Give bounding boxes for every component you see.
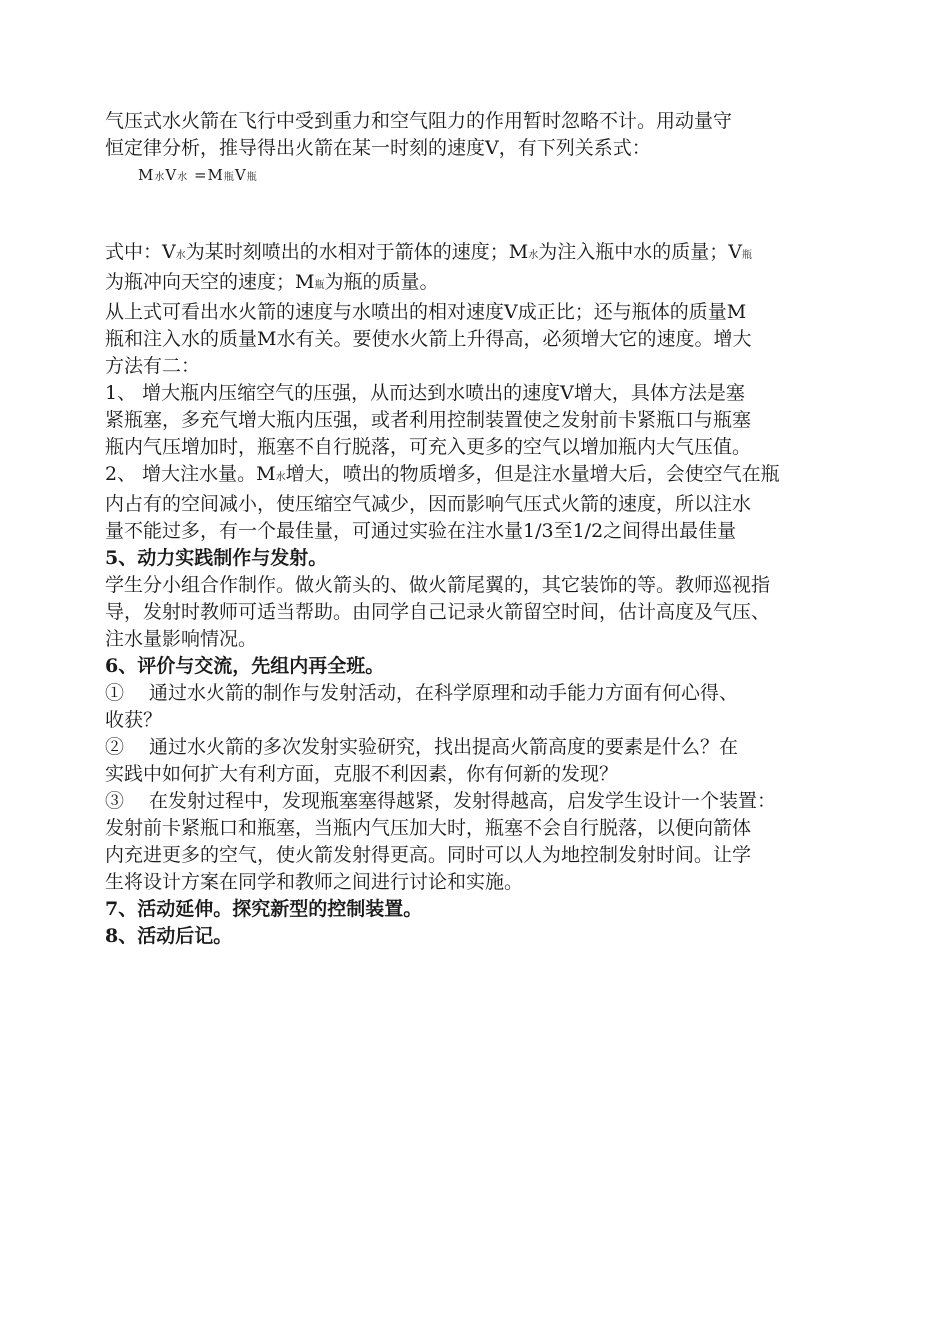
section-heading-7: 7、活动延伸。探究新型的控制装置。 xyxy=(105,898,423,920)
explain-line-2: 为瓶冲向天空的速度；M瓶为瓶的质量。 xyxy=(105,271,439,293)
momentum-formula: M水V水 =M瓶V瓶 xyxy=(138,166,258,184)
list-item-1-line: 1、 增大瓶内压缩空气的压强，从而达到水喷出的速度V增大，具体方法是塞 xyxy=(105,382,745,404)
section-heading-8: 8、活动后记。 xyxy=(105,925,233,947)
section-6-line: 实践中如何扩大有利方面，克服不利因素，你有何新的发现？ xyxy=(105,763,619,785)
section-heading-6: 6、评价与交流，先组内再全班。 xyxy=(105,655,385,677)
section-6-line: ③ 在发射过程中，发现瓶塞塞得越紧，发射得越高，启发学生设计一个装置： xyxy=(105,790,777,812)
document-page xyxy=(105,108,850,950)
section-6-line: 生将设计方案在同学和教师之间进行讨论和实施。 xyxy=(105,871,524,893)
list-item-1-line: 瓶内气压增加时，瓶塞不自行脱落，可充入更多的空气以增加瓶内大气压值。 xyxy=(105,436,752,458)
explain-line-1: 式中：V水为某时刻喷出的水相对于箭体的速度；M水为注入瓶中水的质量；V瓶 xyxy=(105,241,752,263)
section-5-line: 学生分小组合作制作。做火箭头的、做火箭尾翼的，其它装饰的等。教师巡视指 xyxy=(105,574,771,596)
section-6-line: 收获？ xyxy=(105,709,163,731)
section-5-line: 导，发射时教师可适当帮助。由同学自己记录火箭留空时间，估计高度及气压、 xyxy=(105,601,771,623)
section-6-line: ① 通过水火箭的制作与发射活动，在科学原理和动手能力方面有何心得、 xyxy=(105,682,739,704)
list-item-2-line: 量不能过多，有一个最佳量，可通过实验在注水量1/3至1/2之间得出最佳量 xyxy=(105,520,737,542)
list-item-2-line: 内占有的空间减小，使压缩空气减少，因而影响气压式火箭的速度，所以注水 xyxy=(105,493,752,515)
list-item-2-line: 2、 增大注水量。M水增大，喷出的物质增多，但是注水量增大后，会使空气在瓶 xyxy=(105,463,780,485)
section-6-line: ② 通过水火箭的多次发射实验研究，找出提高火箭高度的要素是什么？在 xyxy=(105,736,739,758)
section-5-line: 注水量影响情况。 xyxy=(105,628,258,650)
section-6-line: 发射前卡紧瓶口和瓶塞，当瓶内气压加大时，瓶塞不会自行脱落，以便向箭体 xyxy=(105,817,752,839)
body-line: 方法有二： xyxy=(105,355,201,377)
body-line: 瓶和注入水的质量M水有关。要使水火箭上升得高，必须增大它的速度。增大 xyxy=(105,328,752,350)
list-item-1-line: 紧瓶塞，多充气增大瓶内压强，或者利用控制装置使之发射前卡紧瓶口与瓶塞 xyxy=(105,409,752,431)
body-line: 从上式可看出水火箭的速度与水喷出的相对速度V成正比；还与瓶体的质量M xyxy=(105,301,747,323)
intro-line-2: 恒定律分析，推导得出火箭在某一时刻的速度V，有下列关系式： xyxy=(105,137,651,159)
intro-line-1: 气压式水火箭在飞行中受到重力和空气阻力的作用暂时忽略不计。用动量守 xyxy=(105,110,733,132)
section-heading-5: 5、动力实践制作与发射。 xyxy=(105,547,328,569)
section-6-line: 内充进更多的空气，使火箭发射得更高。同时可以人为地控制发射时间。让学 xyxy=(105,844,752,866)
